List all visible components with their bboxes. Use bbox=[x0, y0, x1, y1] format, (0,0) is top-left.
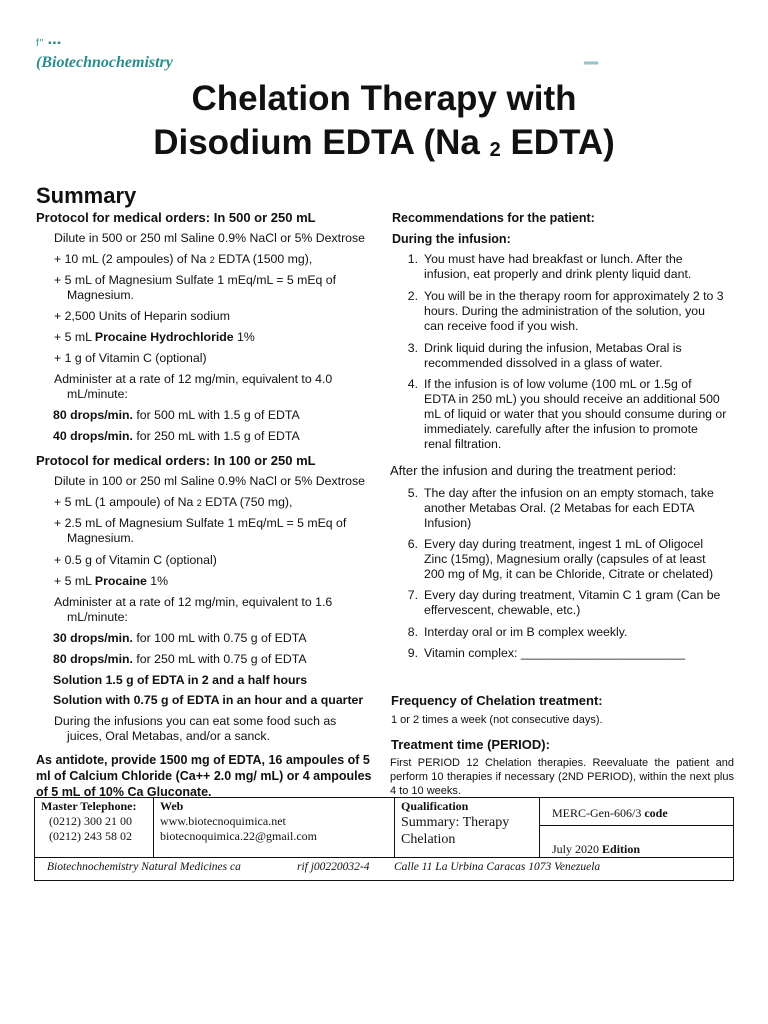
footer-telephone-cell bbox=[35, 798, 154, 858]
protocol-100-drops-2 bbox=[53, 652, 307, 667]
footer-qualification-cell bbox=[395, 798, 540, 858]
item-line: Vitamin complex: ________________________ bbox=[424, 646, 685, 660]
logo-right-mark: ══ bbox=[584, 58, 599, 69]
recommendation-item bbox=[398, 289, 738, 336]
protocol-100-solution-2: Solution with 0.75 g of EDTA in an hour and a quarter bbox=[53, 693, 364, 707]
footer-company-line bbox=[34, 858, 734, 881]
recommendation-item bbox=[398, 486, 738, 533]
web-label: Web bbox=[160, 799, 184, 813]
text-line: + 5 mL of Magnesium Sulfate 1 mEq/mL = 5 mEq of bbox=[54, 273, 337, 287]
protocol-100-solution-1: Solution 1.5 g of EDTA in 2 and a half hours bbox=[53, 673, 308, 687]
protocol-500-drops-1 bbox=[53, 408, 300, 423]
text-part: 1% bbox=[146, 574, 169, 588]
text-line: ml of Calcium Chloride (Ca++ 2.0 mg/ mL) or 4 ampoules bbox=[36, 769, 372, 783]
item-number: 2. bbox=[407, 289, 418, 303]
protocol-100-vitamin-c: + 0.5 g of Vitamin C (optional) bbox=[54, 553, 217, 567]
text-part: + 5 mL bbox=[54, 330, 95, 344]
text-line: mL/minute: bbox=[67, 387, 128, 401]
text-part: EDTA (1500 mg), bbox=[214, 252, 313, 266]
recommendation-item bbox=[398, 588, 738, 620]
footer-table bbox=[34, 797, 734, 858]
protocol-100-drops-1 bbox=[53, 631, 307, 646]
item-line: You will be in the therapy room for approximately 2 to 3 bbox=[424, 289, 724, 303]
protocol-100-rate bbox=[54, 595, 332, 625]
protocol-500-dilute: Dilute in 500 or 250 ml Saline 0.9% NaCl or 5% Dextrose bbox=[54, 231, 365, 245]
item-line: can receive food if you wish. bbox=[424, 319, 579, 333]
protocol-100-magnesium bbox=[54, 516, 346, 546]
footer-web-cell bbox=[154, 798, 395, 858]
protocol-500-vitamin-c: + 1 g of Vitamin C (optional) bbox=[54, 351, 207, 365]
text-part: + 5 mL bbox=[54, 574, 95, 588]
qualification-label: Qualification bbox=[401, 799, 469, 813]
item-line: The day after the infusion on an empty stomach, take bbox=[424, 486, 714, 500]
text-line: Magnesium. bbox=[67, 288, 134, 302]
recommendation-item bbox=[398, 252, 738, 284]
subscript: 2 bbox=[209, 255, 215, 265]
text-part: + 10 mL (2 ampoules) of Na bbox=[54, 252, 210, 266]
text-line: As antidote, provide 1500 mg of EDTA, 16 ampoules of 5 bbox=[36, 753, 370, 767]
protocol-500-edta bbox=[54, 252, 376, 268]
item-line: If the infusion is of low volume (100 mL or 1.5g of bbox=[424, 377, 692, 391]
document-title-line2 bbox=[0, 122, 768, 171]
text-line: + 2.5 mL of Magnesium Sulfate 1 mEq/mL = 5 mEq of bbox=[54, 516, 347, 530]
text-part: EDTA (750 mg), bbox=[201, 495, 293, 509]
text-bold: 40 drops/min. bbox=[53, 429, 133, 443]
code-label: code bbox=[644, 806, 668, 820]
frequency-heading: Frequency of Chelation treatment: bbox=[391, 693, 603, 708]
telephone-label: Master Telephone: bbox=[41, 799, 137, 813]
text-bold: 80 drops/min. bbox=[53, 408, 133, 422]
recommendation-item bbox=[398, 625, 738, 641]
item-line: 200 mg of Mg, it can be Chloride, Citrate or chelated) bbox=[424, 567, 714, 581]
treatment-time-heading: Treatment time (PERIOD): bbox=[391, 737, 550, 752]
company-rif: rif j00220032-4 bbox=[297, 861, 370, 873]
company-address: Calle 11 La Urbina Caracas 1073 Venezuela bbox=[394, 861, 601, 873]
recommendations-heading: Recommendations for the patient: bbox=[392, 211, 595, 225]
protocol-100-heading: Protocol for medical orders: In 100 or 250 mL bbox=[36, 453, 316, 468]
edition-value: July 2020 bbox=[552, 842, 600, 856]
protocol-500-heparin: + 2,500 Units of Heparin sodium bbox=[54, 309, 231, 323]
item-line: infusion, eat properly and drink plenty liquid dant. bbox=[424, 267, 692, 281]
company-name: Biotechnochemistry Natural Medicines ca bbox=[47, 861, 241, 873]
item-line: mL of liquid or water that you should consume during or bbox=[424, 407, 727, 421]
protocol-500-drops-2 bbox=[53, 429, 300, 444]
title-part: Disodium EDTA (Na bbox=[153, 123, 490, 162]
item-number: 3. bbox=[407, 341, 418, 355]
item-line: effervescent, chewable, etc.) bbox=[424, 603, 581, 617]
antidote-note bbox=[36, 752, 376, 800]
text-line: of 5 mL of 10% Ca Gluconate. bbox=[36, 785, 212, 799]
protocol-100-edta bbox=[54, 495, 376, 511]
frequency-text: 1 or 2 times a week (not consecutive days). bbox=[391, 714, 603, 726]
logo-name: (Biotechnochemistry bbox=[36, 54, 173, 71]
text-line: Magnesium. bbox=[67, 531, 134, 545]
item-line: Drink liquid during the infusion, Metabas Oral is bbox=[424, 341, 682, 355]
item-line: EDTA in 250 mL) you should receive an additional 500 bbox=[424, 392, 720, 406]
logo-mark: f" ▪▪▪ bbox=[36, 38, 62, 49]
text-line: juices, Oral Metabas, and/or a sanck. bbox=[67, 729, 270, 743]
phone-number: (0212) 300 21 00 bbox=[49, 814, 132, 828]
edition-row bbox=[540, 826, 733, 857]
title-subscript: 2 bbox=[489, 139, 501, 161]
text-bold: 80 drops/min. bbox=[53, 652, 133, 666]
item-line: immediately. carefully after the infusion to promote bbox=[424, 422, 698, 436]
summary-heading: Summary bbox=[36, 183, 137, 208]
code-value: MERC-Gen-606/3 bbox=[552, 806, 642, 820]
protocol-100-procaine bbox=[54, 574, 376, 589]
code-row bbox=[540, 798, 733, 826]
recommendation-item bbox=[398, 341, 738, 373]
qualification-value: Summary: Therapy Chelation bbox=[401, 815, 510, 847]
item-number: 6. bbox=[407, 537, 418, 551]
item-line: another Metabas Oral. (2 Metabas for each EDTA bbox=[424, 501, 695, 515]
text-part: for 250 mL with 0.75 g of EDTA bbox=[132, 652, 307, 666]
text-line: Administer at a rate of 12 mg/min, equivalent to 1.6 bbox=[54, 595, 333, 609]
item-line: You must have had breakfast or lunch. After the bbox=[424, 252, 683, 266]
text-line: Administer at a rate of 12 mg/min, equivalent to 4.0 bbox=[54, 372, 333, 386]
after-infusion-heading: After the infusion and during the treatment period: bbox=[390, 463, 677, 478]
item-number: 1. bbox=[407, 252, 418, 266]
item-number: 4. bbox=[407, 377, 418, 391]
item-line: Infusion) bbox=[424, 516, 472, 530]
item-line: Zinc (15mg), Magnesium orally (capsules of at least bbox=[424, 552, 706, 566]
edition-label: Edition bbox=[602, 842, 641, 856]
text-part: 1% bbox=[233, 330, 255, 344]
protocol-500-procaine bbox=[54, 330, 376, 345]
text-part: for 250 mL with 1.5 g of EDTA bbox=[132, 429, 300, 443]
item-number: 5. bbox=[407, 486, 418, 500]
text-part: + 5 mL (1 ampoule) of Na bbox=[54, 495, 197, 509]
email-link[interactable]: biotecnoquimica.22@gmail.com bbox=[160, 829, 318, 843]
treatment-time-text: First PERIOD 12 Chelation therapies. Reevaluate the patient and perform 10 therapies if necessary (2ND PERIOD), within the next plus 4 to 10 weeks. bbox=[390, 757, 734, 796]
during-infusion-heading: During the infusion: bbox=[392, 232, 511, 246]
protocol-500-magnesium bbox=[54, 273, 336, 303]
document-title-line1: Chelation Therapy with bbox=[191, 79, 577, 118]
protocol-500-rate bbox=[54, 372, 332, 402]
protocol-100-dilute: Dilute in 100 or 250 ml Saline 0.9% NaCl or 5% Dextrose bbox=[54, 474, 365, 488]
item-line: Interday oral or im B complex weekly. bbox=[424, 625, 628, 639]
text-part: for 500 mL with 1.5 g of EDTA bbox=[132, 408, 300, 422]
text-bold: Procaine bbox=[94, 574, 147, 588]
text-bold: Procaine Hydrochloride bbox=[94, 330, 234, 344]
item-line: hours. During the administration of the solution, you bbox=[424, 304, 705, 318]
recommendation-item bbox=[398, 537, 738, 584]
item-line: renal filtration. bbox=[424, 437, 502, 451]
protocol-500-heading: Protocol for medical orders: In 500 or 250 mL bbox=[36, 210, 316, 225]
item-number: 8. bbox=[407, 625, 418, 639]
item-number: 7. bbox=[407, 588, 418, 602]
item-line: Every day during treatment, ingest 1 mL of Oligocel bbox=[424, 537, 704, 551]
recommendation-item bbox=[398, 377, 738, 455]
item-number: 9. bbox=[407, 646, 418, 660]
protocol-100-eating-note bbox=[54, 714, 336, 744]
text-bold: 30 drops/min. bbox=[53, 631, 133, 645]
phone-number: (0212) 243 58 02 bbox=[49, 829, 132, 843]
text-line: mL/minute: bbox=[67, 610, 128, 624]
title-part: EDTA) bbox=[500, 123, 615, 162]
item-line: recommended dissolved in a glass of water. bbox=[424, 356, 663, 370]
recommendation-item bbox=[398, 646, 738, 662]
web-url-link[interactable]: www.biotecnoquimica.net bbox=[160, 814, 286, 828]
text-part: for 100 mL with 0.75 g of EDTA bbox=[132, 631, 307, 645]
subscript: 2 bbox=[196, 498, 202, 508]
footer-code-cell bbox=[540, 798, 734, 858]
item-line: Every day during treatment, Vitamin C 1 gram (Can be bbox=[424, 588, 721, 602]
text-line: During the infusions you can eat some food such as bbox=[54, 714, 337, 728]
